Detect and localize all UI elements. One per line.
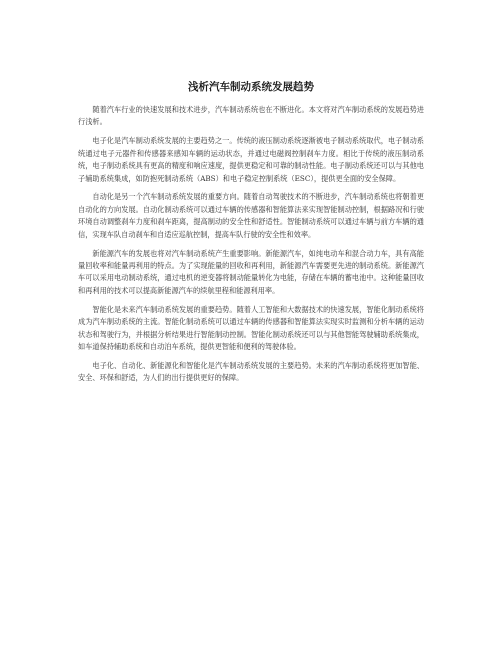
document-body [78,104,424,391]
paragraph-automation: 自动化是另一个汽车制动系统发展的重要方向。随着自动驾驶技术的不断进步，汽车制动系统也将朝着更自动化的方向发展。自动化制动系统可以通过车辆的传感器和智能算法来实现智能制动控制，根据路况和行驶环境自动调整刹车力度和刹车距离，提高制动的安全性和舒适性。智能制动系统可以通过车辆与前方车辆的通信，实现车队自动刹车和自适应巡航控制，提高车队行驶的安全性和效率。 [78,192,424,239]
paragraph-new-energy: 新能源汽车的发展也将对汽车制动系统产生重要影响。新能源汽车，如纯电动车和混合动力车，具有高能量回收率和能量再利用的特点。为了实现能量的回收和再利用，新能源汽车需要更先进的制动系统。新能源汽车可以采用电动制动系统，通过电机的逆变器将制动能量转化为电能，存储在车辆的蓄电池中。这种能量回收和再利用的技术可以提高新能源汽车的续航里程和能源利用率。 [78,248,424,295]
paragraph-conclusion: 电子化、自动化、新能源化和智能化是汽车制动系统发展的主要趋势。未来的汽车制动系统将更加智能、安全、环保和舒适，为人们的出行提供更好的保障。 [78,360,424,383]
document-title: 浅析汽车制动系统发展趋势 [188,81,314,93]
paragraph-intro: 随着汽车行业的快速发展和技术进步，汽车制动系统也在不断进化。本文将对汽车制动系统的发展趋势进行浅析。 [78,105,424,127]
paragraph-electronic: 电子化是汽车制动系统发展的主要趋势之一。传统的液压制动系统逐渐被电子制动系统取代，电子制动系统通过电子元器件和传感器来感知车辆的运动状态，并通过电磁阀控制刹车力度。相比于传统的液压制动系统，电子制动系统具有更高的精度和响应速度，提供更稳定和可靠的制动性能。电子制动系统还可以与其他电子辅助系统集成，如防抱死制动系统（ABS）和电子稳定控制系统（ESC），提供更全面的安全保障。 [78,136,424,183]
paragraph-intelligent: 智能化是未来汽车制动系统发展的重要趋势。随着人工智能和大数据技术的快速发展，智能化制动系统将成为汽车制动系统的主流。智能化制动系统可以通过车辆的传感器和智能算法实现实时监测和分析车辆的运动状态和驾驶行为，并根据分析结果进行智能制动控制。智能化制动系统还可以与其他智能驾驶辅助系统集成，如车道保持辅助系统和自动泊车系统，提供更智能和便利的驾驶体验。 [78,304,424,351]
